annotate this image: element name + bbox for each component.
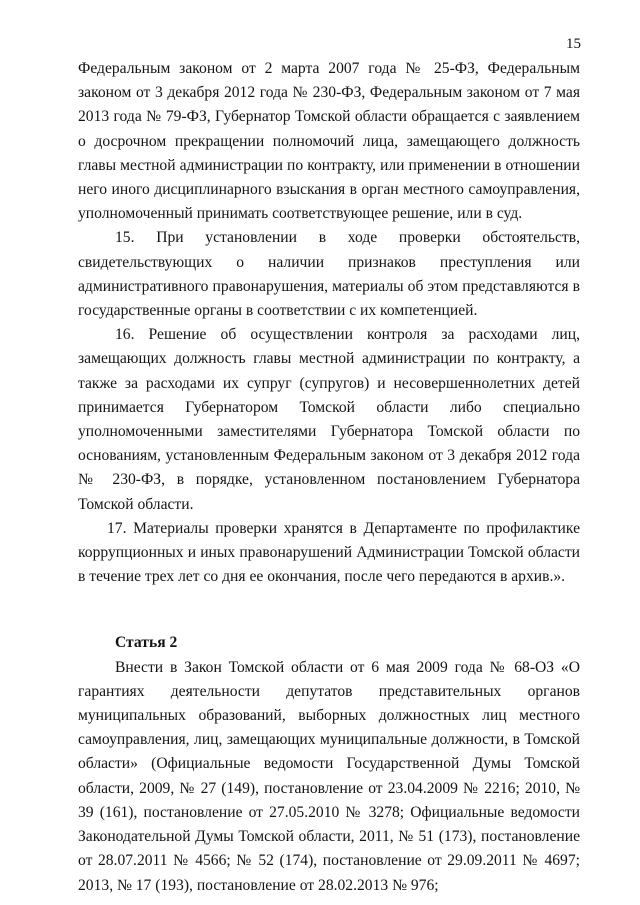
paragraph-item-17: 17. Материалы проверки хранятся в Департаменте по профилактике коррупционных и иных правонарушений Администрации Томской области в течение трех лет со дня ее окончания, после чего передаются в архив.». xyxy=(78,519,580,586)
document-body xyxy=(78,57,580,898)
article-2-heading: Статья 2 xyxy=(115,634,178,652)
paragraph-item-15: 15. При установлении в ходе проверки обстоятельств, свидетельствующих о наличии признаков преступления или административного правонарушения, материалы об этом представляются в государственные органы в соответствии с их компетенцией. xyxy=(78,229,580,320)
article-2-text: Внести в Закон Томской области от 6 мая 2009 года № 68-ОЗ «О гарантиях деятельности депутатов представительных органов муниципальных образований, выборных должностных лиц местного самоуправления, лиц, замещающих муниципальные должности, в Томской области» (Официальные ведомости Государственной Думы Томской области, 2009, № 27 (149), постановление от 23.04.2009 № 2216; 2010, № 39 (161), постановление от 27.05.2010 № 3278; Официальные ведомости Законодательной Думы Томской области, 2011, № 51 (173), постановление от 28.07.2011 № 4566; № 52 (174), постановление от 29.09.2011 № 4697; 2013, № 17 (193), постановление от 28.02.2013 № 976; xyxy=(78,658,580,894)
paragraph-item-16: 16. Решение об осуществлении контроля за расходами лиц, замещающих должность главы местной администрации по контракту, а также за расходами их супруг (супругов) и несовершеннолетних детей принимается Губернатором Томской области либо специально уполномоченными заместителями Губернатора Томской области по основаниям, установленным Федеральным законом от 3 декабря 2012 года № 230-ФЗ, в порядке, установленном постановлением Губернатора Томской области. xyxy=(78,326,580,513)
paragraph-continuation: Федеральным законом от 2 марта 2007 года № 25-ФЗ, Федеральным законом от 3 декабря 2012 года № 230-ФЗ, Федеральным законом от 7 мая 2013 года № 79-ФЗ, Губернатор Томской области обращается с заявлением о досрочном прекращении полномочий лица, замещающего должность главы местной администрации по контракту, или применении в отношении него иного дисциплинарного взыскания в орган местного самоуправления, уполномоченный принимать соответствующее решение, или в суд. xyxy=(78,60,580,223)
page-number: 15 xyxy=(566,36,581,52)
